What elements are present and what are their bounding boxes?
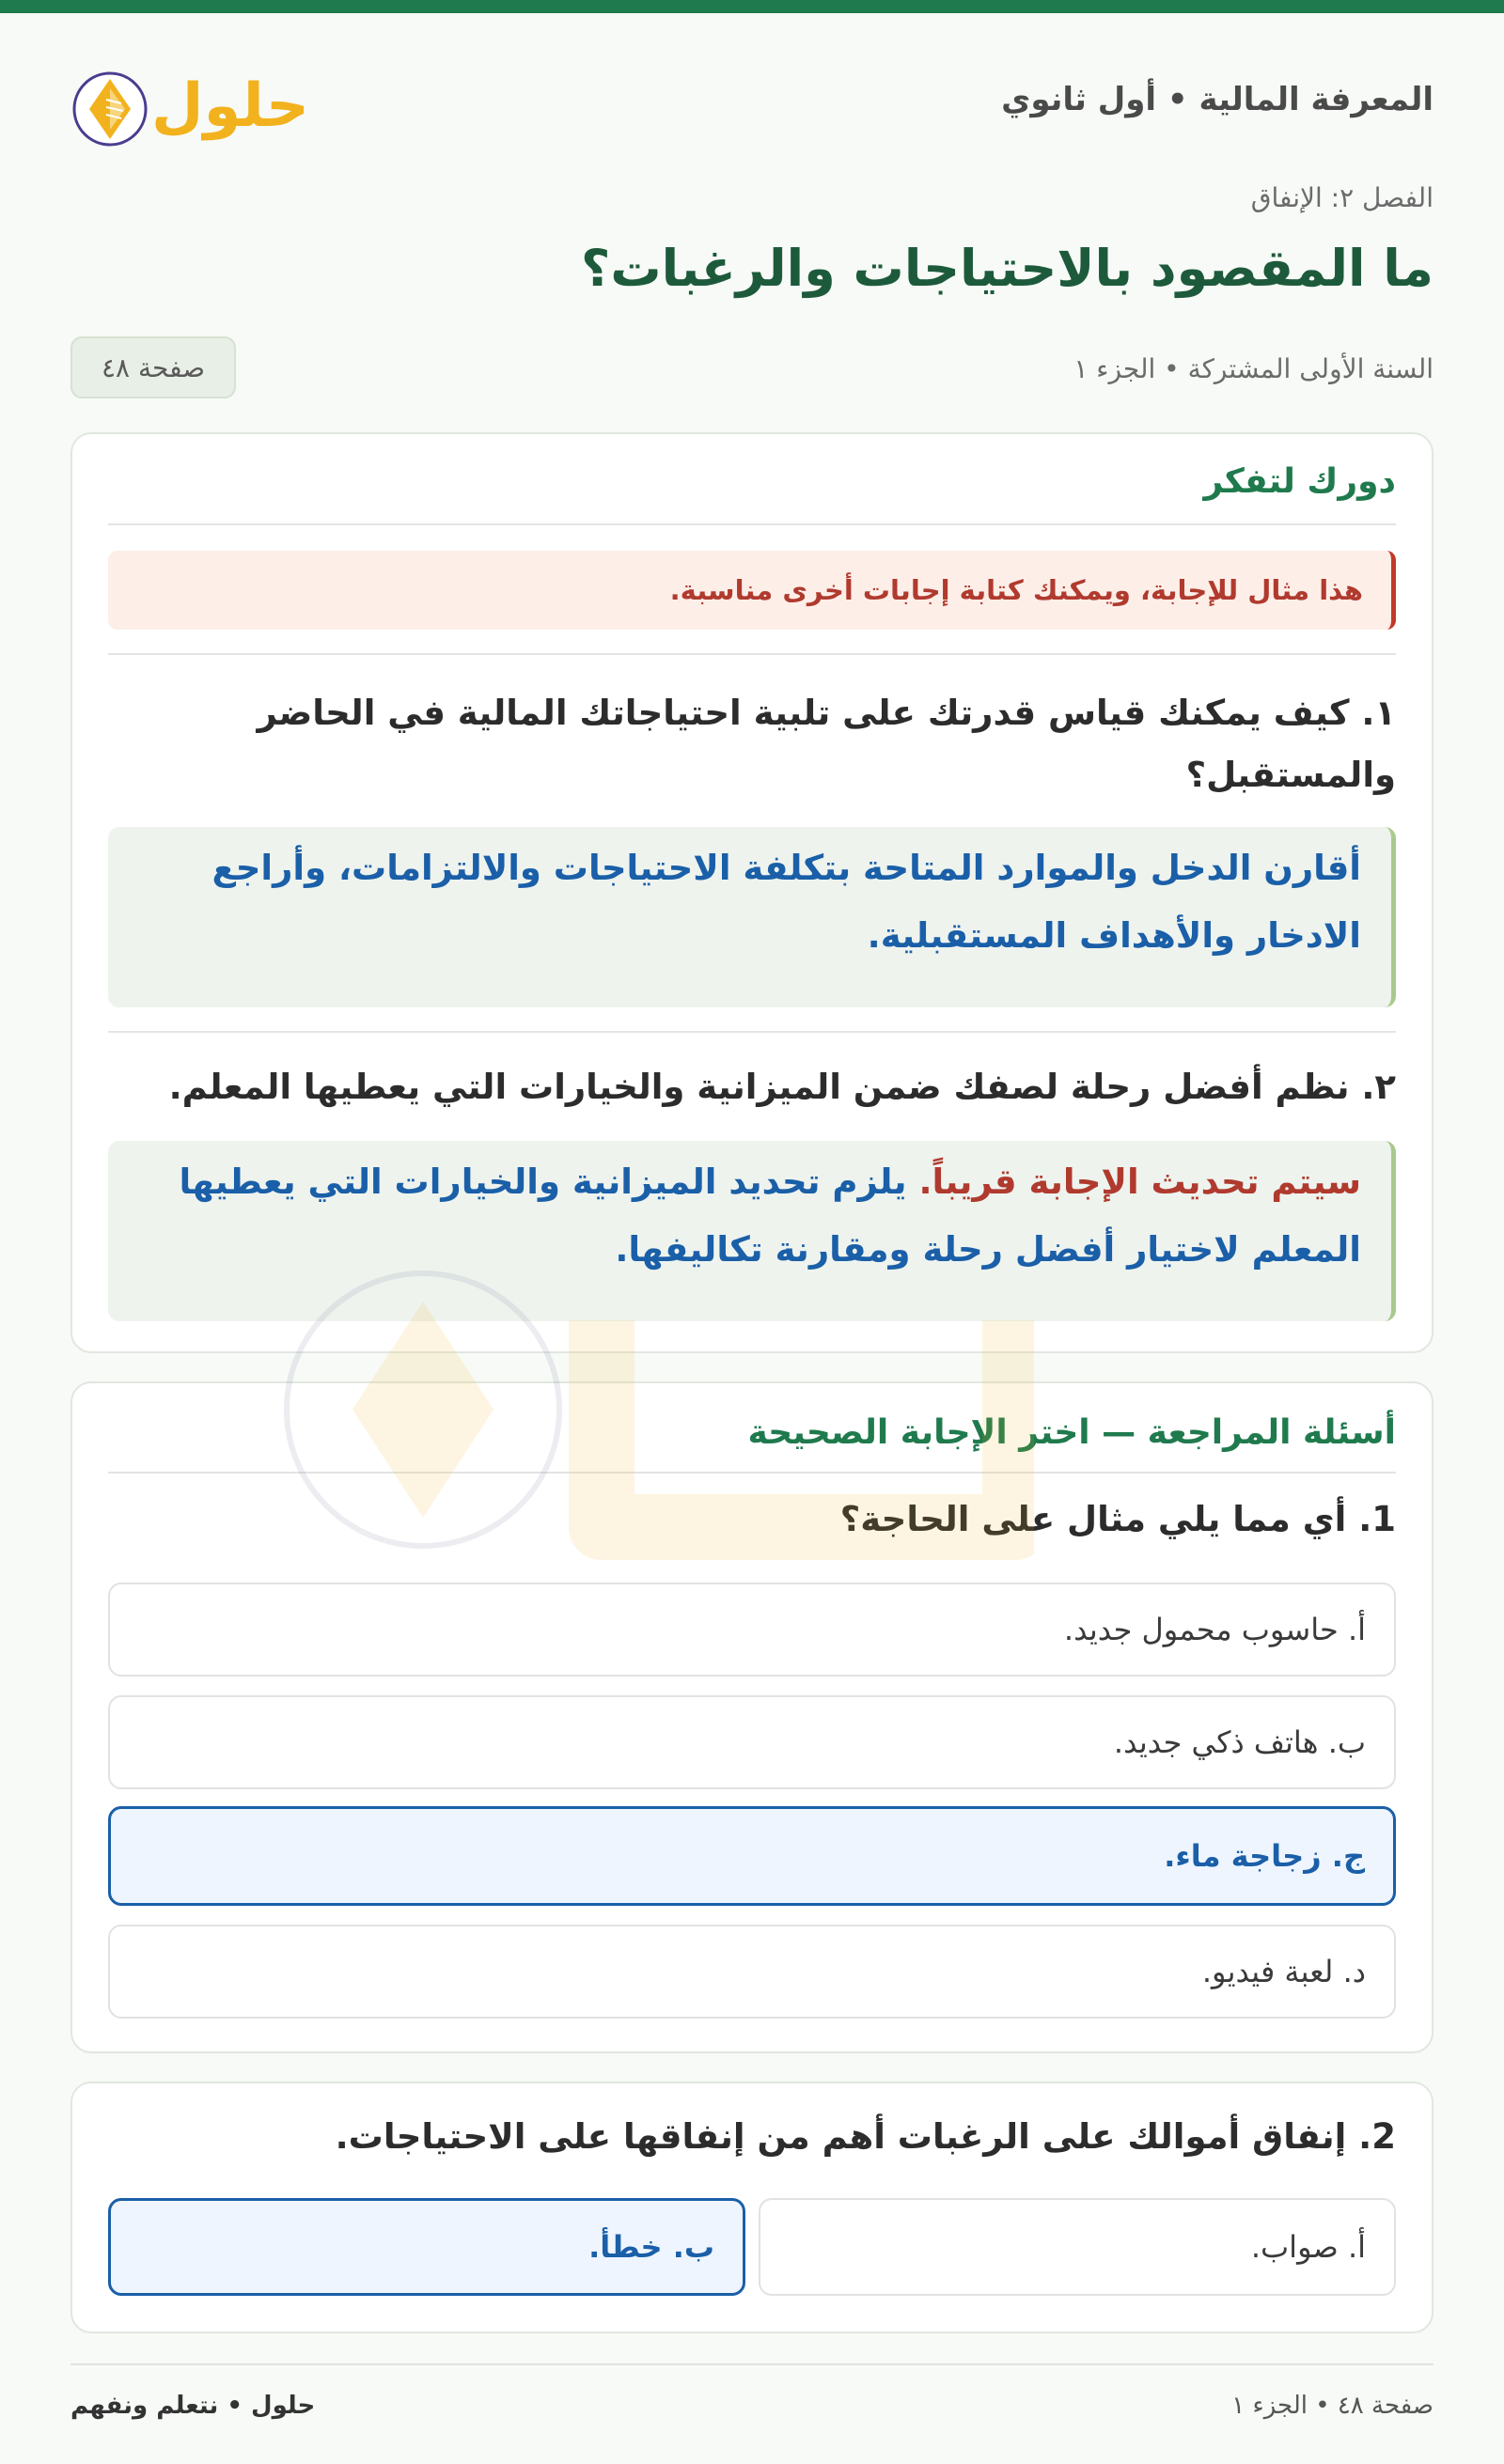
header [70, 53, 1434, 147]
footer-page-info: صفحة ٤٨ • الجزء ١ [1231, 2392, 1434, 2420]
think-question-1: ١. كيف يمكنك قياس قدرتك على تلبية احتياجاتك المالية في الحاضر والمستقبل؟ [257, 693, 1396, 795]
divider [108, 1031, 1396, 1033]
option-a[interactable]: أ. حاسوب محمول جديد. [108, 1583, 1396, 1676]
think-section-title: دورك لتفكر [1203, 462, 1396, 501]
logo-text: حلول [151, 71, 309, 141]
footer-divider [70, 2363, 1434, 2365]
think-answer-1: أقارن الدخل والموارد المتاحة بتكلفة الاحتياجات والالتزامات، وأراجع الادخار والأهداف المستقبلية. [108, 827, 1396, 1007]
option-c-selected[interactable]: ج. زجاجة ماء. [108, 1806, 1396, 1906]
option-d[interactable]: د. لعبة فيديو. [108, 1925, 1396, 2019]
top-stripe [0, 0, 1504, 13]
option-b[interactable]: ب. هاتف ذكي جديد. [108, 1695, 1396, 1789]
page-title: ما المقصود بالاحتياجات والرغبات؟ [581, 239, 1434, 298]
review-card [70, 1381, 1434, 2053]
true-false-card [70, 2082, 1434, 2333]
example-note: هذا مثال للإجابة، ويمكنك كتابة إجابات أخرى مناسبة. [108, 551, 1396, 630]
think-card [70, 432, 1434, 1353]
footer-brand: حلول • نتعلم ونفهم [70, 2392, 316, 2420]
hulul-logo[interactable] [70, 62, 315, 151]
review-question-2: 2. إنفاق أموالك على الرغبات أهم من إنفاقها على الاحتياجات. [335, 2116, 1396, 2157]
answer-text: يلزم تحديد الميزانية والخيارات التي يعطيها المعلم لاختيار أفضل رحلة ومقارنة تكاليفها. [179, 1162, 1361, 1270]
option-false-selected[interactable]: ب. خطأ. [108, 2198, 745, 2296]
book-icon [74, 73, 146, 145]
divider [108, 653, 1396, 655]
think-question-2: ٢. نظم أفضل رحلة لصفك ضمن الميزانية والخيارات التي يعطيها المعلم. [168, 1067, 1396, 1107]
option-true[interactable]: أ. صواب. [759, 2198, 1396, 2296]
answer-pending-note: سيتم تحديث الإجابة قريباً. [918, 1162, 1361, 1202]
review-question-1: 1. أي مما يلي مثال على الحاجة؟ [839, 1499, 1396, 1539]
chapter-label: الفصل ٢: الإنفاق [1250, 182, 1434, 213]
divider [108, 523, 1396, 525]
sub-info: السنة الأولى المشتركة • الجزء ١ [1073, 353, 1434, 384]
divider [108, 1472, 1396, 1474]
review-section-title: أسئلة المراجعة — اختر الإجابة الصحيحة [747, 1413, 1396, 1452]
course-title: المعرفة المالية • أول ثانوي [1001, 81, 1434, 118]
page-badge: صفحة ٤٨ [70, 336, 236, 398]
think-answer-2 [108, 1141, 1396, 1321]
